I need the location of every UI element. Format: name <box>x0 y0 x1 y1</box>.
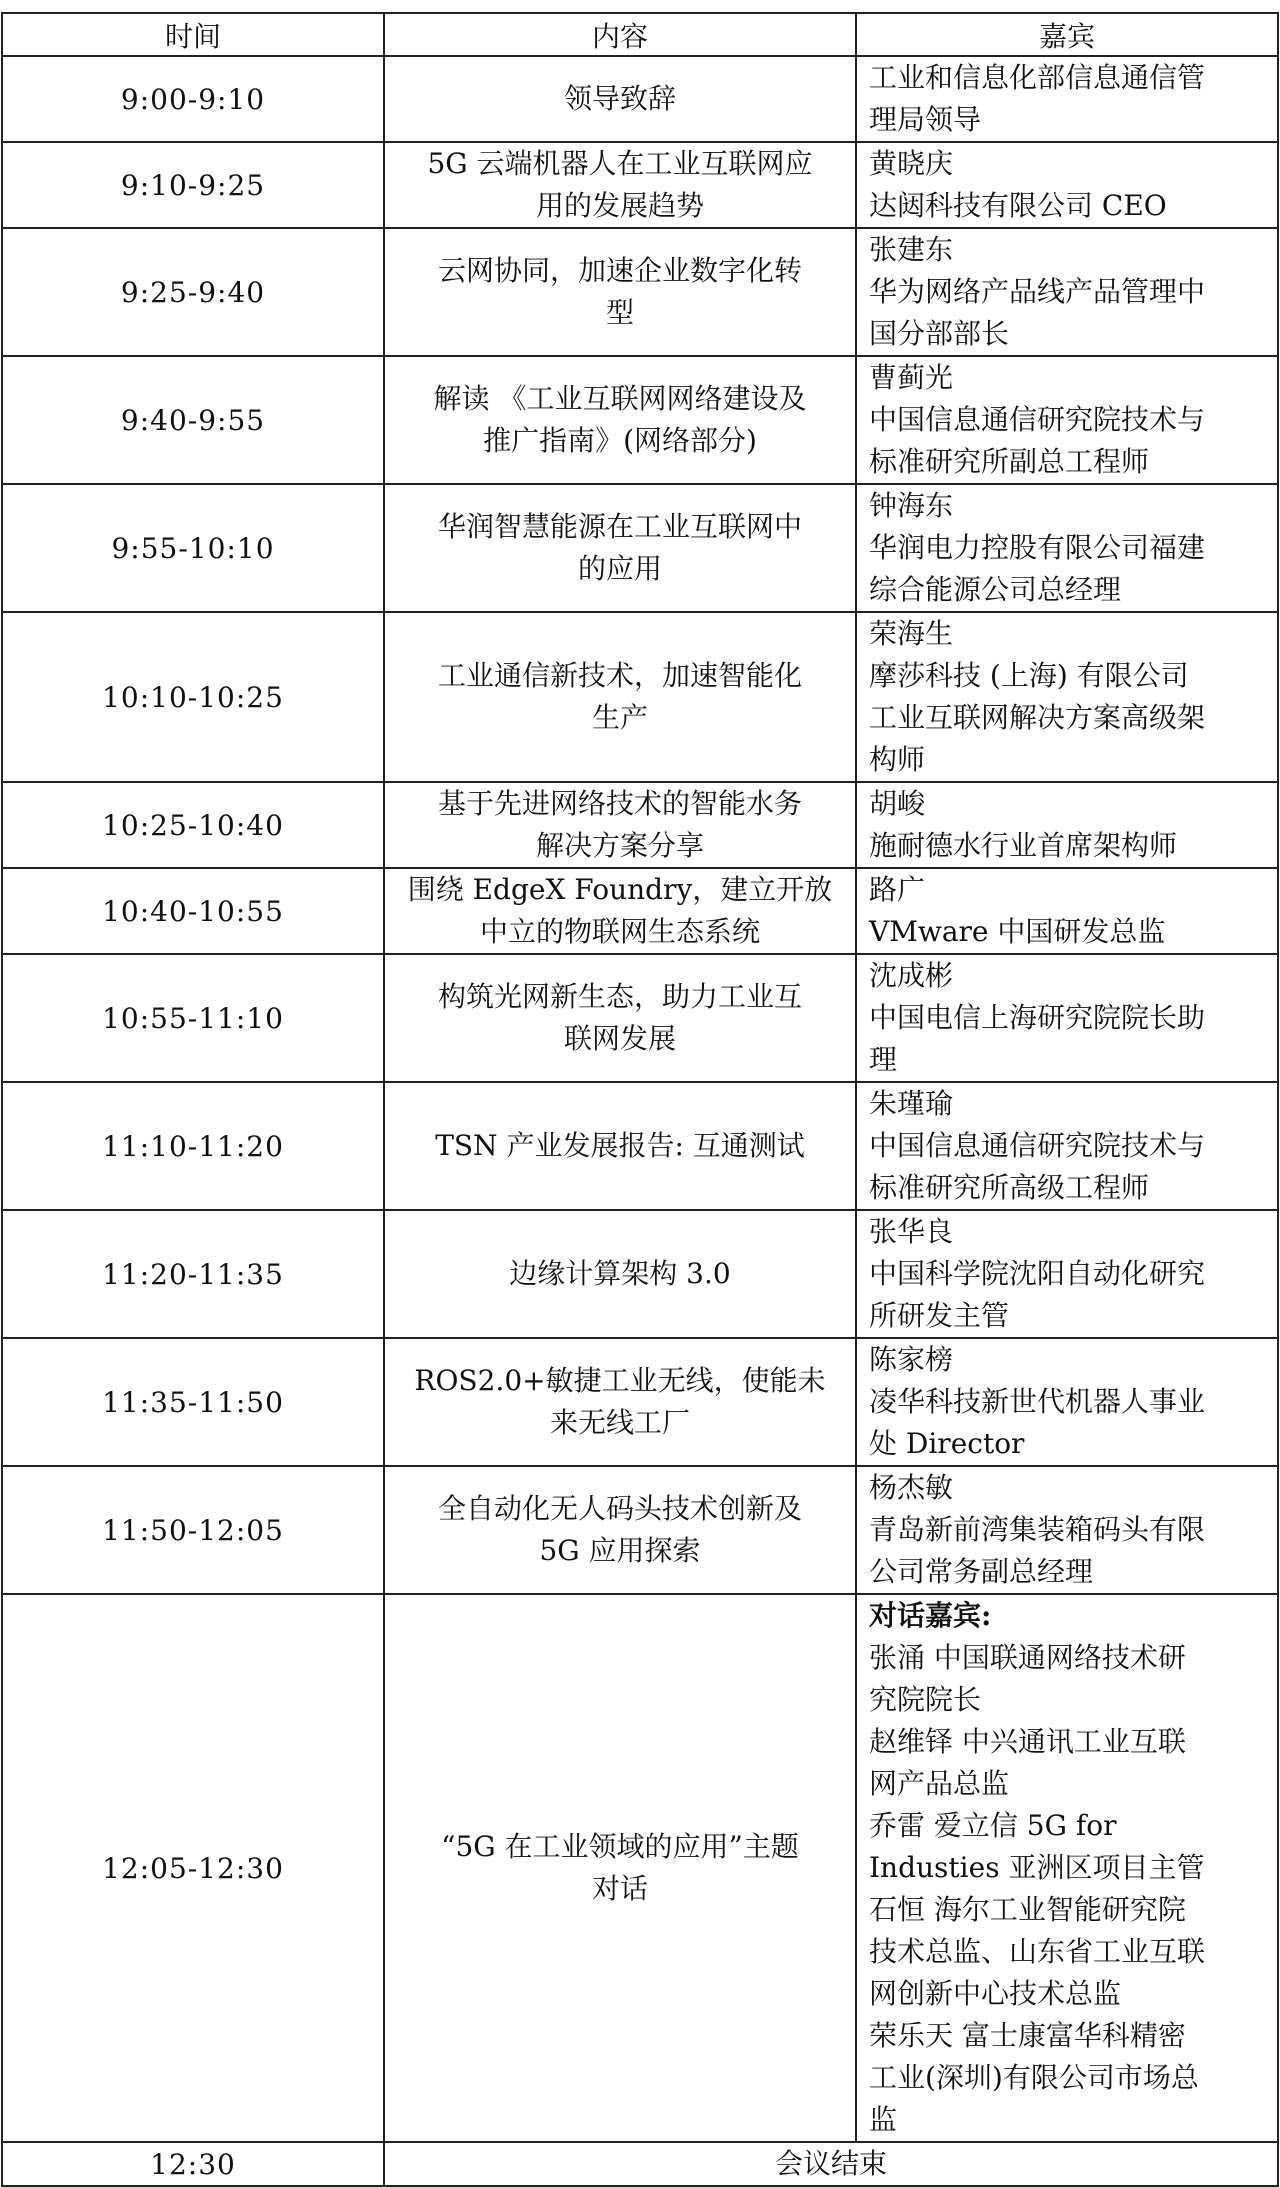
agenda-table <box>1 12 1279 2187</box>
guest-line: 处 Director <box>869 1427 1025 1460</box>
session-guest <box>856 228 1278 356</box>
topic-line: 对话 <box>591 1872 648 1905</box>
topic-line: 构筑光网新生态，助力工业互 <box>437 980 802 1013</box>
session-guest <box>856 356 1278 484</box>
session-time: 9:55-10:10 <box>2 484 384 612</box>
session-topic <box>384 1338 856 1466</box>
guest-line: 标准研究所副总工程师 <box>869 445 1150 478</box>
agenda-row <box>2 356 1278 484</box>
header-row <box>2 13 1278 56</box>
guest-line: 中国信息通信研究院技术与 <box>869 403 1206 436</box>
guest-line: 究院院长 <box>869 1683 982 1716</box>
guest-line: 理局领导 <box>869 103 982 136</box>
topic-line: 解读 《工业互联网网络建设及 <box>433 382 807 415</box>
session-topic <box>384 1594 856 2142</box>
topic-line: 全自动化无人码头技术创新及 <box>437 1492 802 1525</box>
agenda-row <box>2 1082 1278 1210</box>
topic-line: 基于先进网络技术的智能水务 <box>437 787 802 820</box>
session-topic <box>384 142 856 228</box>
guest-line: 青岛新前湾集装箱码头有限 <box>869 1513 1206 1546</box>
session-time: 10:10-10:25 <box>2 612 384 782</box>
guest-line: 国分部部长 <box>869 317 1010 350</box>
topic-line: 围绕 EdgeX Foundry，建立开放 <box>407 873 833 906</box>
session-time: 9:40-9:55 <box>2 356 384 484</box>
guest-heading: 对话嘉宾: <box>869 1599 992 1632</box>
session-topic <box>384 484 856 612</box>
session-topic <box>384 954 856 1082</box>
guest-line: 赵维铎 中兴通讯工业互联 <box>869 1725 1186 1758</box>
guest-line: 中国电信上海研究院院长助 <box>869 1001 1206 1034</box>
session-topic <box>384 56 856 142</box>
session-topic <box>384 228 856 356</box>
session-guest <box>856 484 1278 612</box>
session-guest <box>856 782 1278 868</box>
agenda-row <box>2 1338 1278 1466</box>
session-time: 11:10-11:20 <box>2 1082 384 1210</box>
guest-line: 凌华科技新世代机器人事业 <box>869 1385 1206 1418</box>
topic-line: 5G 应用探索 <box>539 1534 701 1567</box>
guest-line: 工业互联网解决方案高级架 <box>869 701 1206 734</box>
session-guest <box>856 1594 1278 2142</box>
agenda-row <box>2 1594 1278 2142</box>
agenda-row <box>2 868 1278 954</box>
agenda-row <box>2 228 1278 356</box>
session-guest <box>856 56 1278 142</box>
guest-line: VMware 中国研发总监 <box>869 915 1166 948</box>
guest-line: 乔雷 爱立信 5G for <box>869 1809 1117 1842</box>
session-time: 11:35-11:50 <box>2 1338 384 1466</box>
topic-line: 领导致辞 <box>563 82 676 115</box>
guest-line: 所研发主管 <box>869 1299 1010 1332</box>
session-time: 11:50-12:05 <box>2 1466 384 1594</box>
guest-line: 路广 <box>869 873 926 906</box>
topic-line: “5G 在工业领域的应用”主题 <box>441 1830 799 1863</box>
guest-line: 网创新中心技术总监 <box>869 1977 1122 2010</box>
guest-line: 沈成彬 <box>869 959 954 992</box>
guest-line: 华为网络产品线产品管理中 <box>869 275 1206 308</box>
topic-line: ROS2.0+敏捷工业无线，使能未 <box>414 1364 826 1397</box>
session-topic <box>384 1082 856 1210</box>
guest-line: 陈家榜 <box>869 1343 954 1376</box>
topic-line: 用的发展趋势 <box>535 189 704 222</box>
topic-line: 中立的物联网生态系统 <box>479 915 760 948</box>
session-topic <box>384 868 856 954</box>
header-content: 内容 <box>384 13 856 56</box>
topic-line: TSN 产业发展报告: 互通测试 <box>435 1129 805 1162</box>
guest-line: 石恒 海尔工业智能研究院 <box>869 1893 1186 1926</box>
session-time: 12:05-12:30 <box>2 1594 384 2142</box>
guest-line: 工业(深圳)有限公司市场总 <box>869 2061 1199 2094</box>
guest-line: 张华良 <box>869 1215 954 1248</box>
session-time: 10:55-11:10 <box>2 954 384 1082</box>
session-topic <box>384 612 856 782</box>
guest-line: 荣乐天 富士康富华科精密 <box>869 2019 1186 2052</box>
guest-line: 达闼科技有限公司 CEO <box>869 189 1167 222</box>
guest-line: 杨杰敏 <box>869 1471 954 1504</box>
guest-line: 张建东 <box>869 233 954 266</box>
guest-line: 网产品总监 <box>869 1767 1010 1800</box>
guest-line: 标准研究所高级工程师 <box>869 1171 1150 1204</box>
closing-time: 12:30 <box>2 2142 384 2186</box>
topic-line: 边缘计算架构 3.0 <box>509 1257 731 1290</box>
header-time: 时间 <box>2 13 384 56</box>
guest-line: 黄晓庆 <box>869 147 954 180</box>
session-guest <box>856 1210 1278 1338</box>
header-guest: 嘉宾 <box>856 13 1278 56</box>
guest-line: 技术总监、山东省工业互联 <box>869 1935 1206 1968</box>
closing-label: 会议结束 <box>384 2142 1278 2186</box>
guest-line: 施耐德水行业首席架构师 <box>869 829 1178 862</box>
session-time: 9:00-9:10 <box>2 56 384 142</box>
agenda-row <box>2 782 1278 868</box>
guest-line: 华润电力控股有限公司福建 <box>869 531 1206 564</box>
closing-row <box>2 2142 1278 2186</box>
session-guest <box>856 1082 1278 1210</box>
agenda-row <box>2 142 1278 228</box>
session-guest <box>856 1338 1278 1466</box>
topic-line: 华润智慧能源在工业互联网中 <box>437 510 802 543</box>
session-time: 11:20-11:35 <box>2 1210 384 1338</box>
agenda-row <box>2 1466 1278 1594</box>
topic-line: 云网协同，加速企业数字化转 <box>437 254 802 287</box>
guest-line: 中国科学院沈阳自动化研究 <box>869 1257 1206 1290</box>
topic-line: 生产 <box>591 701 648 734</box>
guest-line: 钟海东 <box>869 489 954 522</box>
topic-line: 推广指南》(网络部分) <box>483 424 757 457</box>
session-time: 9:10-9:25 <box>2 142 384 228</box>
guest-line: 监 <box>869 2103 898 2136</box>
topic-line: 型 <box>605 296 634 329</box>
session-guest <box>856 1466 1278 1594</box>
topic-line: 工业通信新技术，加速智能化 <box>437 659 802 692</box>
session-guest <box>856 612 1278 782</box>
agenda-row <box>2 56 1278 142</box>
session-guest <box>856 868 1278 954</box>
agenda-row <box>2 954 1278 1082</box>
session-topic <box>384 1466 856 1594</box>
guest-line: Industies 亚洲区项目主管 <box>869 1851 1205 1884</box>
guest-line: 胡峻 <box>869 787 926 820</box>
topic-line: 来无线工厂 <box>549 1406 690 1439</box>
session-topic <box>384 356 856 484</box>
session-topic <box>384 782 856 868</box>
guest-line: 构师 <box>869 743 926 776</box>
guest-line: 朱瑾瑜 <box>869 1087 954 1120</box>
guest-line: 荣海生 <box>869 617 954 650</box>
agenda-body <box>2 56 1278 2186</box>
topic-line: 联网发展 <box>563 1022 676 1055</box>
session-guest <box>856 142 1278 228</box>
topic-line: 5G 云端机器人在工业互联网应 <box>427 147 813 180</box>
guest-line: 综合能源公司总经理 <box>869 573 1122 606</box>
guest-line: 公司常务副总经理 <box>869 1555 1094 1588</box>
agenda-row <box>2 612 1278 782</box>
guest-line: 理 <box>869 1043 898 1076</box>
guest-line: 工业和信息化部信息通信管 <box>869 61 1206 94</box>
agenda-row <box>2 484 1278 612</box>
session-time: 10:25-10:40 <box>2 782 384 868</box>
session-time: 10:40-10:55 <box>2 868 384 954</box>
guest-line: 曹蓟光 <box>869 361 954 394</box>
session-time: 9:25-9:40 <box>2 228 384 356</box>
session-topic <box>384 1210 856 1338</box>
session-guest <box>856 954 1278 1082</box>
guest-line: 摩莎科技 (上海) 有限公司 <box>869 659 1189 692</box>
guest-line: 中国信息通信研究院技术与 <box>869 1129 1206 1162</box>
topic-line: 解决方案分享 <box>535 829 704 862</box>
topic-line: 的应用 <box>577 552 662 585</box>
agenda-row <box>2 1210 1278 1338</box>
guest-line: 张涌 中国联通网络技术研 <box>869 1641 1186 1674</box>
